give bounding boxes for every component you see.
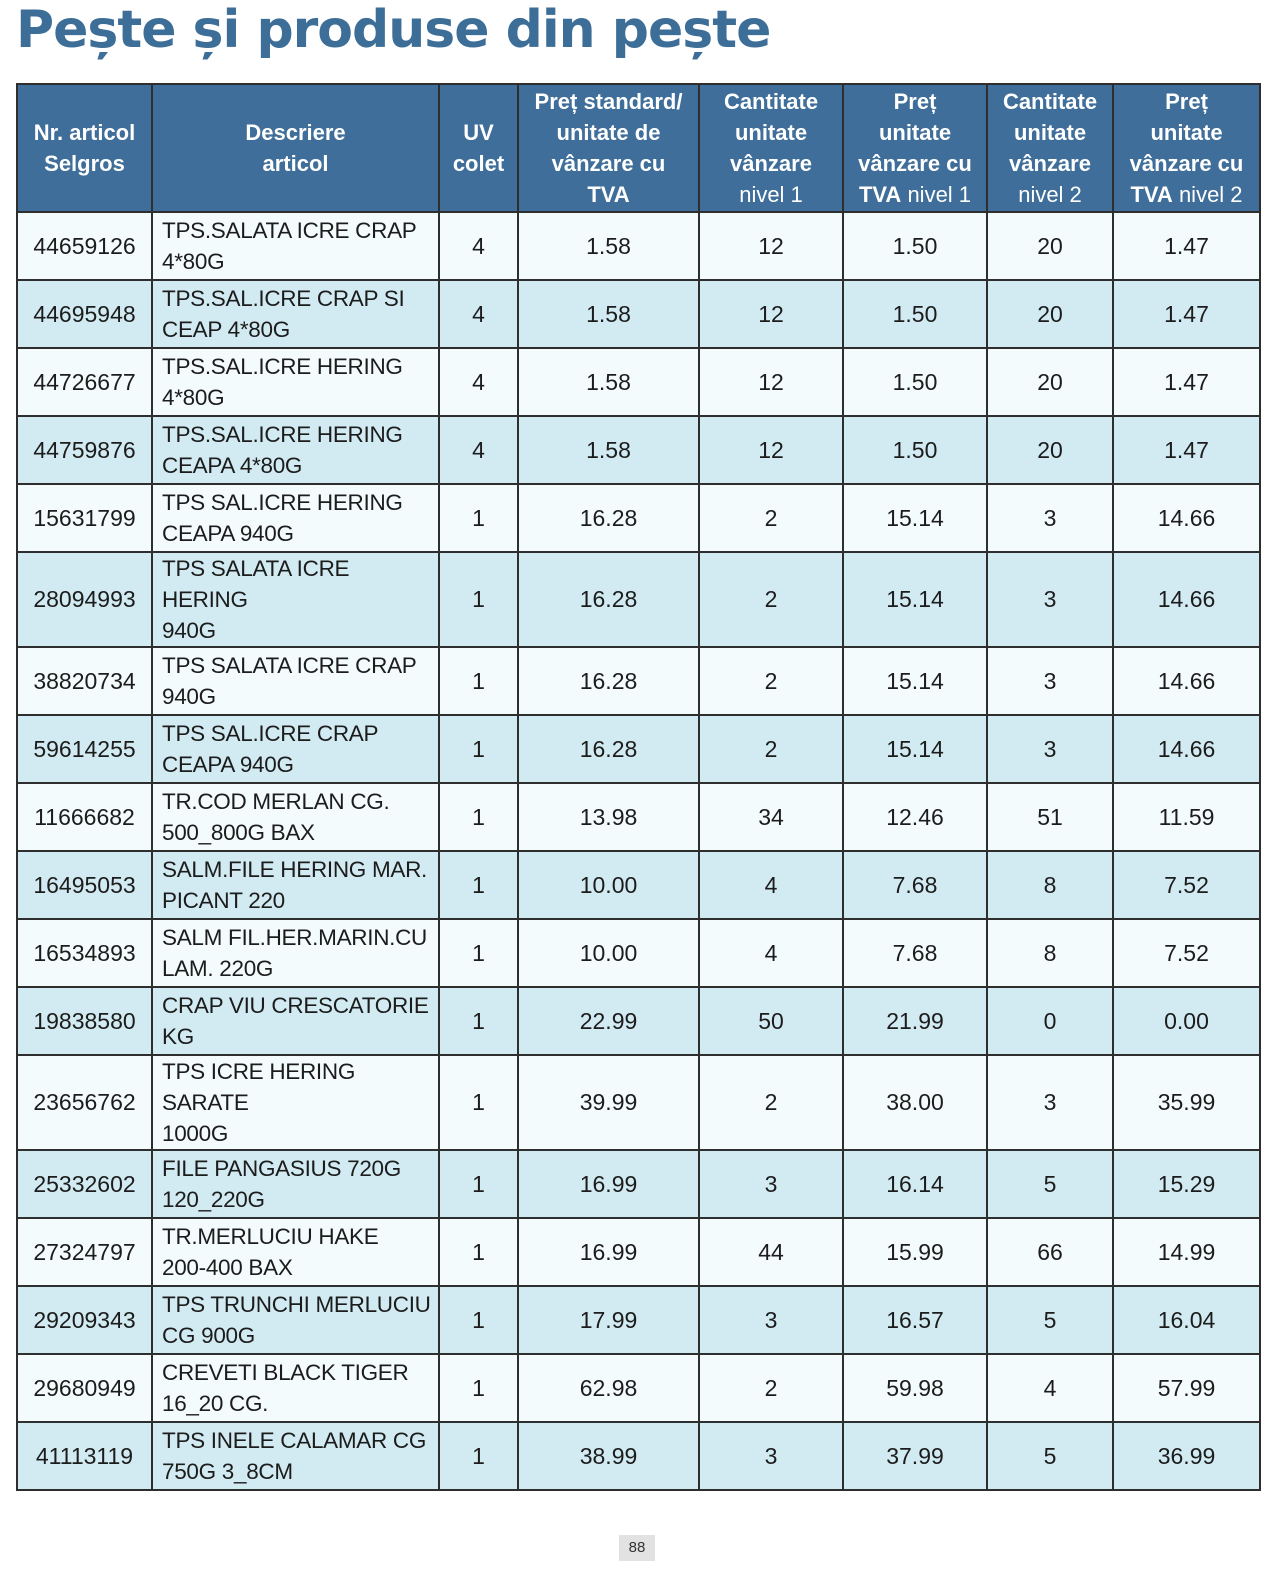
cell-cantitate-nivel-1: 2 bbox=[699, 715, 843, 783]
table-row bbox=[17, 1354, 1260, 1422]
cell-pret-standard: 1.58 bbox=[518, 348, 699, 416]
cell-pret-standard: 16.28 bbox=[518, 647, 699, 715]
cell-pret-nivel-1: 15.14 bbox=[843, 552, 987, 647]
cell-pret-nivel-1: 16.57 bbox=[843, 1286, 987, 1354]
description-line: LAM. 220G bbox=[162, 956, 274, 981]
table-row bbox=[17, 647, 1260, 715]
cell-cantitate-nivel-2: 20 bbox=[987, 348, 1113, 416]
description-line: TPS SAL.ICRE HERING bbox=[162, 490, 403, 515]
cell-descriere bbox=[152, 416, 439, 484]
cell-pret-standard: 17.99 bbox=[518, 1286, 699, 1354]
description-line: 4*80G bbox=[162, 385, 225, 410]
cell-pret-standard: 16.28 bbox=[518, 552, 699, 647]
cell-pret-nivel-1: 1.50 bbox=[843, 280, 987, 348]
description-line: PICANT 220 bbox=[162, 888, 285, 913]
cell-cantitate-nivel-1: 12 bbox=[699, 416, 843, 484]
table-row bbox=[17, 552, 1260, 647]
header-text: Preț bbox=[893, 89, 937, 114]
header-text: vânzare cu bbox=[551, 151, 666, 176]
cell-uv-colet: 1 bbox=[439, 1150, 518, 1218]
description-line: TPS.SALATA ICRE CRAP bbox=[162, 218, 417, 243]
cell-pret-nivel-2: 14.66 bbox=[1113, 715, 1260, 783]
header-text: Cantitate bbox=[723, 89, 819, 114]
table-row bbox=[17, 280, 1260, 348]
header-text: TVA bbox=[858, 182, 902, 207]
cell-uv-colet: 4 bbox=[439, 280, 518, 348]
description-line: TPS.SAL.ICRE HERING bbox=[162, 354, 403, 379]
description-line: TR.MERLUCIU HAKE bbox=[162, 1224, 379, 1249]
cell-pret-nivel-2: 1.47 bbox=[1113, 416, 1260, 484]
header-text: UV bbox=[463, 120, 494, 145]
cell-pret-nivel-1: 15.14 bbox=[843, 484, 987, 552]
cell-uv-colet: 4 bbox=[439, 212, 518, 280]
cell-descriere bbox=[152, 1354, 439, 1422]
cell-pret-nivel-2: 14.66 bbox=[1113, 484, 1260, 552]
cell-pret-standard: 22.99 bbox=[518, 987, 699, 1055]
description-line: SALM.FILE HERING MAR. bbox=[162, 857, 427, 882]
description-line: TPS SALATA ICRE CRAP bbox=[162, 653, 417, 678]
cell-pret-nivel-1: 16.14 bbox=[843, 1150, 987, 1218]
header-text: Cantitate bbox=[1002, 89, 1098, 114]
cell-cantitate-nivel-1: 50 bbox=[699, 987, 843, 1055]
cell-pret-nivel-2: 11.59 bbox=[1113, 783, 1260, 851]
cell-cantitate-nivel-1: 2 bbox=[699, 647, 843, 715]
cell-pret-standard: 16.28 bbox=[518, 484, 699, 552]
table-row bbox=[17, 1422, 1260, 1490]
description-line: TR.COD MERLAN CG. bbox=[162, 789, 390, 814]
table-row bbox=[17, 987, 1260, 1055]
header-text: Selgros bbox=[44, 151, 125, 176]
header-text: nivel 1 bbox=[739, 182, 803, 207]
header-text: Preț standard/ bbox=[534, 89, 683, 114]
cell-descriere bbox=[152, 1150, 439, 1218]
description-line: CG 900G bbox=[162, 1323, 255, 1348]
cell-uv-colet: 1 bbox=[439, 715, 518, 783]
price-table bbox=[16, 83, 1261, 1491]
cell-pret-standard: 1.58 bbox=[518, 416, 699, 484]
cell-nr-articol: 25332602 bbox=[17, 1150, 152, 1218]
cell-cantitate-nivel-2: 3 bbox=[987, 715, 1113, 783]
table-row bbox=[17, 416, 1260, 484]
cell-uv-colet: 1 bbox=[439, 1286, 518, 1354]
cell-cantitate-nivel-1: 2 bbox=[699, 552, 843, 647]
cell-cantitate-nivel-1: 12 bbox=[699, 280, 843, 348]
cell-pret-standard: 10.00 bbox=[518, 919, 699, 987]
cell-pret-nivel-2: 57.99 bbox=[1113, 1354, 1260, 1422]
header-text: unitate bbox=[1150, 120, 1223, 145]
cell-pret-standard: 62.98 bbox=[518, 1354, 699, 1422]
cell-uv-colet: 1 bbox=[439, 783, 518, 851]
header-text: nivel 1 bbox=[901, 182, 972, 207]
table-row bbox=[17, 1055, 1260, 1150]
header-text: unitate bbox=[1013, 120, 1087, 145]
description-line: TPS INELE CALAMAR CG bbox=[162, 1428, 427, 1453]
description-line: CEAPA 4*80G bbox=[162, 453, 303, 478]
cell-uv-colet: 1 bbox=[439, 987, 518, 1055]
header-text: vânzare cu bbox=[1129, 151, 1244, 176]
header-text: articol bbox=[262, 151, 329, 176]
cell-nr-articol: 59614255 bbox=[17, 715, 152, 783]
cell-cantitate-nivel-1: 12 bbox=[699, 212, 843, 280]
header-text: vânzare bbox=[1009, 151, 1091, 176]
description-line: CREVETI BLACK TIGER bbox=[162, 1360, 409, 1385]
cell-descriere bbox=[152, 212, 439, 280]
description-line: KG bbox=[162, 1024, 194, 1049]
cell-nr-articol: 27324797 bbox=[17, 1218, 152, 1286]
cell-cantitate-nivel-1: 2 bbox=[699, 1055, 843, 1150]
cell-cantitate-nivel-1: 4 bbox=[699, 919, 843, 987]
cell-nr-articol: 16534893 bbox=[17, 919, 152, 987]
table-row bbox=[17, 348, 1260, 416]
description-line: 16_20 CG. bbox=[162, 1391, 269, 1416]
cell-descriere bbox=[152, 280, 439, 348]
cell-cantitate-nivel-2: 5 bbox=[987, 1422, 1113, 1490]
description-line: TPS TRUNCHI MERLUCIU bbox=[162, 1292, 431, 1317]
cell-descriere bbox=[152, 851, 439, 919]
description-line: 940G bbox=[162, 618, 216, 643]
cell-uv-colet: 4 bbox=[439, 348, 518, 416]
cell-pret-nivel-1: 15.14 bbox=[843, 647, 987, 715]
cell-pret-standard: 1.58 bbox=[518, 212, 699, 280]
description-line: TPS.SAL.ICRE HERING bbox=[162, 422, 403, 447]
cell-pret-standard: 16.99 bbox=[518, 1218, 699, 1286]
cell-nr-articol: 44759876 bbox=[17, 416, 152, 484]
cell-cantitate-nivel-2: 3 bbox=[987, 484, 1113, 552]
cell-pret-nivel-1: 59.98 bbox=[843, 1354, 987, 1422]
description-line: TPS.SAL.ICRE CRAP SI bbox=[162, 286, 405, 311]
cell-cantitate-nivel-2: 20 bbox=[987, 280, 1113, 348]
cell-uv-colet: 1 bbox=[439, 1218, 518, 1286]
cell-cantitate-nivel-1: 2 bbox=[699, 1354, 843, 1422]
cell-cantitate-nivel-2: 51 bbox=[987, 783, 1113, 851]
header-descriere bbox=[152, 84, 439, 212]
cell-nr-articol: 16495053 bbox=[17, 851, 152, 919]
cell-pret-nivel-1: 21.99 bbox=[843, 987, 987, 1055]
cell-pret-nivel-2: 14.66 bbox=[1113, 647, 1260, 715]
cell-cantitate-nivel-2: 3 bbox=[987, 647, 1113, 715]
cell-pret-nivel-1: 7.68 bbox=[843, 851, 987, 919]
cell-cantitate-nivel-2: 3 bbox=[987, 552, 1113, 647]
cell-pret-nivel-2: 36.99 bbox=[1113, 1422, 1260, 1490]
cell-uv-colet: 1 bbox=[439, 1055, 518, 1150]
header-text: unitate bbox=[878, 120, 952, 145]
description-line: SALM FIL.HER.MARIN.CU bbox=[162, 925, 427, 950]
cell-uv-colet: 1 bbox=[439, 552, 518, 647]
cell-pret-nivel-2: 16.04 bbox=[1113, 1286, 1260, 1354]
cell-pret-nivel-1: 1.50 bbox=[843, 348, 987, 416]
cell-nr-articol: 44695948 bbox=[17, 280, 152, 348]
cell-nr-articol: 41113119 bbox=[17, 1422, 152, 1490]
header-text: TVA bbox=[1130, 182, 1173, 207]
cell-cantitate-nivel-1: 3 bbox=[699, 1422, 843, 1490]
description-line: TPS SAL.ICRE CRAP bbox=[162, 721, 379, 746]
table-row bbox=[17, 1150, 1260, 1218]
header-nr-articol bbox=[17, 84, 152, 212]
header-text: Preț bbox=[1165, 89, 1208, 114]
cell-uv-colet: 1 bbox=[439, 1422, 518, 1490]
cell-descriere bbox=[152, 348, 439, 416]
description-line: TPS ICRE HERING SARATE bbox=[162, 1059, 356, 1115]
cell-nr-articol: 28094993 bbox=[17, 552, 152, 647]
header-text: TVA bbox=[587, 182, 630, 207]
cell-descriere bbox=[152, 552, 439, 647]
cell-cantitate-nivel-2: 5 bbox=[987, 1286, 1113, 1354]
header-text: Nr. articol bbox=[33, 120, 136, 145]
table-row bbox=[17, 484, 1260, 552]
header-text: nivel 2 bbox=[1172, 182, 1243, 207]
description-line: CEAPA 940G bbox=[162, 752, 294, 777]
cell-descriere bbox=[152, 919, 439, 987]
cell-cantitate-nivel-2: 5 bbox=[987, 1150, 1113, 1218]
cell-pret-nivel-1: 15.99 bbox=[843, 1218, 987, 1286]
cell-pret-nivel-2: 7.52 bbox=[1113, 851, 1260, 919]
table-row bbox=[17, 783, 1260, 851]
cell-cantitate-nivel-2: 0 bbox=[987, 987, 1113, 1055]
cell-uv-colet: 1 bbox=[439, 484, 518, 552]
description-line: 200-400 BAX bbox=[162, 1255, 293, 1280]
cell-nr-articol: 11666682 bbox=[17, 783, 152, 851]
description-line: 500_800G BAX bbox=[162, 820, 315, 845]
cell-pret-nivel-2: 35.99 bbox=[1113, 1055, 1260, 1150]
description-line: 4*80G bbox=[162, 249, 225, 274]
cell-pret-nivel-1: 7.68 bbox=[843, 919, 987, 987]
header-text: vânzare bbox=[730, 151, 812, 176]
cell-cantitate-nivel-2: 20 bbox=[987, 416, 1113, 484]
cell-pret-nivel-2: 14.66 bbox=[1113, 552, 1260, 647]
header-text: nivel 2 bbox=[1018, 182, 1082, 207]
cell-nr-articol: 44659126 bbox=[17, 212, 152, 280]
cell-pret-nivel-2: 1.47 bbox=[1113, 280, 1260, 348]
cell-uv-colet: 4 bbox=[439, 416, 518, 484]
cell-nr-articol: 15631799 bbox=[17, 484, 152, 552]
description-line: CRAP VIU CRESCATORIE bbox=[162, 993, 429, 1018]
cell-cantitate-nivel-1: 4 bbox=[699, 851, 843, 919]
page-title: Pește și produse din pește bbox=[16, 0, 771, 60]
page-number: 88 bbox=[619, 1535, 655, 1561]
cell-pret-standard: 1.58 bbox=[518, 280, 699, 348]
header-text: Descriere bbox=[245, 120, 346, 145]
cell-cantitate-nivel-1: 2 bbox=[699, 484, 843, 552]
cell-nr-articol: 38820734 bbox=[17, 647, 152, 715]
cell-nr-articol: 29680949 bbox=[17, 1354, 152, 1422]
cell-descriere bbox=[152, 484, 439, 552]
cell-pret-standard: 38.99 bbox=[518, 1422, 699, 1490]
cell-uv-colet: 1 bbox=[439, 919, 518, 987]
cell-pret-nivel-1: 1.50 bbox=[843, 416, 987, 484]
table-row bbox=[17, 919, 1260, 987]
cell-pret-nivel-1: 37.99 bbox=[843, 1422, 987, 1490]
cell-nr-articol: 23656762 bbox=[17, 1055, 152, 1150]
header-cantitate-nivel-2 bbox=[987, 84, 1113, 212]
header-text: colet bbox=[452, 151, 505, 176]
header-text: vânzare cu bbox=[858, 151, 972, 176]
description-line: CEAP 4*80G bbox=[162, 317, 290, 342]
cell-descriere bbox=[152, 1055, 439, 1150]
table-body bbox=[17, 212, 1260, 1490]
cell-pret-nivel-2: 1.47 bbox=[1113, 348, 1260, 416]
cell-cantitate-nivel-1: 3 bbox=[699, 1286, 843, 1354]
table-row bbox=[17, 1218, 1260, 1286]
table-row bbox=[17, 715, 1260, 783]
cell-nr-articol: 19838580 bbox=[17, 987, 152, 1055]
cell-pret-nivel-2: 0.00 bbox=[1113, 987, 1260, 1055]
cell-pret-nivel-1: 15.14 bbox=[843, 715, 987, 783]
cell-uv-colet: 1 bbox=[439, 1354, 518, 1422]
cell-descriere bbox=[152, 783, 439, 851]
table-header-row bbox=[17, 84, 1260, 212]
cell-cantitate-nivel-2: 66 bbox=[987, 1218, 1113, 1286]
table-row bbox=[17, 1286, 1260, 1354]
cell-pret-standard: 39.99 bbox=[518, 1055, 699, 1150]
cell-descriere bbox=[152, 1286, 439, 1354]
header-uv-colet bbox=[439, 84, 518, 212]
cell-nr-articol: 44726677 bbox=[17, 348, 152, 416]
table-row bbox=[17, 851, 1260, 919]
cell-pret-nivel-2: 15.29 bbox=[1113, 1150, 1260, 1218]
cell-pret-standard: 10.00 bbox=[518, 851, 699, 919]
cell-pret-nivel-2: 14.99 bbox=[1113, 1218, 1260, 1286]
cell-descriere bbox=[152, 987, 439, 1055]
description-line: TPS SALATA ICRE HERING bbox=[162, 556, 350, 612]
cell-pret-nivel-1: 12.46 bbox=[843, 783, 987, 851]
cell-uv-colet: 1 bbox=[439, 647, 518, 715]
cell-cantitate-nivel-2: 20 bbox=[987, 212, 1113, 280]
cell-cantitate-nivel-2: 4 bbox=[987, 1354, 1113, 1422]
header-text: unitate bbox=[734, 120, 808, 145]
cell-pret-nivel-2: 7.52 bbox=[1113, 919, 1260, 987]
cell-cantitate-nivel-2: 3 bbox=[987, 1055, 1113, 1150]
cell-cantitate-nivel-1: 44 bbox=[699, 1218, 843, 1286]
header-pret-nivel-1 bbox=[843, 84, 987, 212]
cell-cantitate-nivel-1: 3 bbox=[699, 1150, 843, 1218]
cell-descriere bbox=[152, 715, 439, 783]
cell-descriere bbox=[152, 1218, 439, 1286]
cell-cantitate-nivel-1: 12 bbox=[699, 348, 843, 416]
table-row bbox=[17, 212, 1260, 280]
cell-descriere bbox=[152, 1422, 439, 1490]
cell-pret-nivel-1: 38.00 bbox=[843, 1055, 987, 1150]
header-text: unitate de bbox=[556, 120, 661, 145]
cell-descriere bbox=[152, 647, 439, 715]
description-line: FILE PANGASIUS 720G bbox=[162, 1156, 401, 1181]
cell-uv-colet: 1 bbox=[439, 851, 518, 919]
cell-nr-articol: 29209343 bbox=[17, 1286, 152, 1354]
description-line: CEAPA 940G bbox=[162, 521, 294, 546]
description-line: 940G bbox=[162, 684, 216, 709]
description-line: 120_220G bbox=[162, 1187, 265, 1212]
cell-pret-nivel-1: 1.50 bbox=[843, 212, 987, 280]
cell-pret-standard: 16.99 bbox=[518, 1150, 699, 1218]
description-line: 750G 3_8CM bbox=[162, 1459, 293, 1484]
cell-pret-standard: 16.28 bbox=[518, 715, 699, 783]
cell-cantitate-nivel-1: 34 bbox=[699, 783, 843, 851]
header-pret-nivel-2 bbox=[1113, 84, 1260, 212]
description-line: 1000G bbox=[162, 1121, 229, 1146]
cell-pret-nivel-2: 1.47 bbox=[1113, 212, 1260, 280]
header-pret-standard bbox=[518, 84, 699, 212]
cell-cantitate-nivel-2: 8 bbox=[987, 919, 1113, 987]
cell-cantitate-nivel-2: 8 bbox=[987, 851, 1113, 919]
cell-pret-standard: 13.98 bbox=[518, 783, 699, 851]
header-cantitate-nivel-1 bbox=[699, 84, 843, 212]
